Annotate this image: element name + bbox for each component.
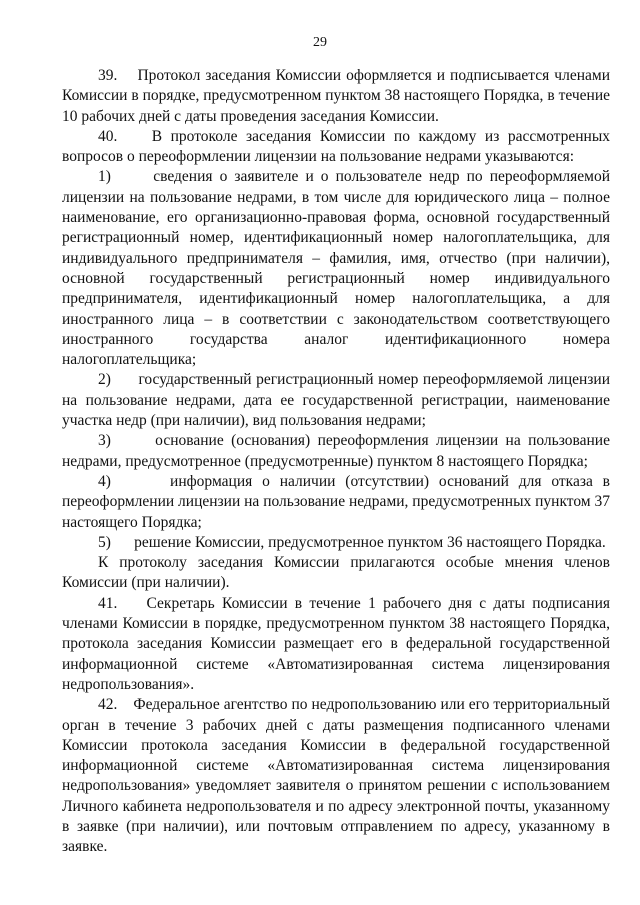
list-item-4: 4) информация о наличии (отсутствии) оснований для отказа в переоформлении лицензии на пользование недрами, предусмотренных пунктом 37 настоящего Порядка; (62, 472, 610, 531)
paragraph-protocol-attachments: К протоколу заседания Комиссии прилагаются особые мнения членов Комиссии (при наличии). (62, 554, 610, 592)
list-item-5: 5) решение Комиссии, предусмотренное пунктом 36 настоящего Порядка. (98, 533, 606, 551)
list-item-1: 1) сведения о заявителе и о пользователе недр по переоформляемой лицензии на пользование недрами, в том числе для юридического лица – полное наименование, его организационно-правовая форма, основной государственный регистрационный номер, идентификационный номер налогоплательщика, для индивидуального предпринимателя – фамилия, имя, отчество (при наличии), основной государственный регистрационный номер индивидуального предпринимателя, идентификационный номер налогоплательщика, а для иностранного лица – в соответствии с законодательством соответствующего иностранного государства аналог идентификационного номера налогоплательщика; (62, 168, 610, 369)
paragraph-41: 41. Секретарь Комиссии в течение 1 рабочего дня с даты подписания членами Комиссии в порядке, предусмотренном пунктом 38 настоящего Порядка, протокола заседания Комиссии размещает его в федеральной государственной информационной системе «Автоматизированная система лицензирования недропользования». (62, 594, 610, 693)
paragraph-39: 39. Протокол заседания Комиссии оформляется и подписывается членами Комиссии в порядке, предусмотренном пунктом 38 настоящего Порядка, в течение 10 рабочих дней с даты проведения заседания Комиссии. (62, 67, 610, 125)
paragraph-42: 42. Федеральное агентство по недропользованию или его территориальный орган в течение 3 рабочих дней с даты размещения подписанного членами Комиссии протокола заседания Комиссии в федеральной государственной информационной системе «Автоматизированная система лицензирования недропользования» уведомляет заявителя о принятом решении с использованием Личного кабинета недропользователя и по адресу электронной почты, указанному в заявке (при наличии), или почтовым отправлением по адресу, указанному в заявке. (62, 696, 610, 856)
paragraph-40: 40. В протоколе заседания Комиссии по каждому из рассмотренных вопросов о переоформлении лицензии на пользование недрами указываются: (62, 127, 610, 166)
list-item-3: 3) основание (основания) переоформления лицензии на пользование недрами, предусмотренное (предусмотренные) пунктом 8 настоящего Порядка; (62, 432, 610, 470)
page-number: 29 (313, 35, 327, 50)
list-item-2: 2) государственный регистрационный номер переоформляемой лицензии на пользование недрами, дата ее государственной регистрации, наименование участка недр (при наличии), вид пользования недрами; (62, 371, 610, 430)
